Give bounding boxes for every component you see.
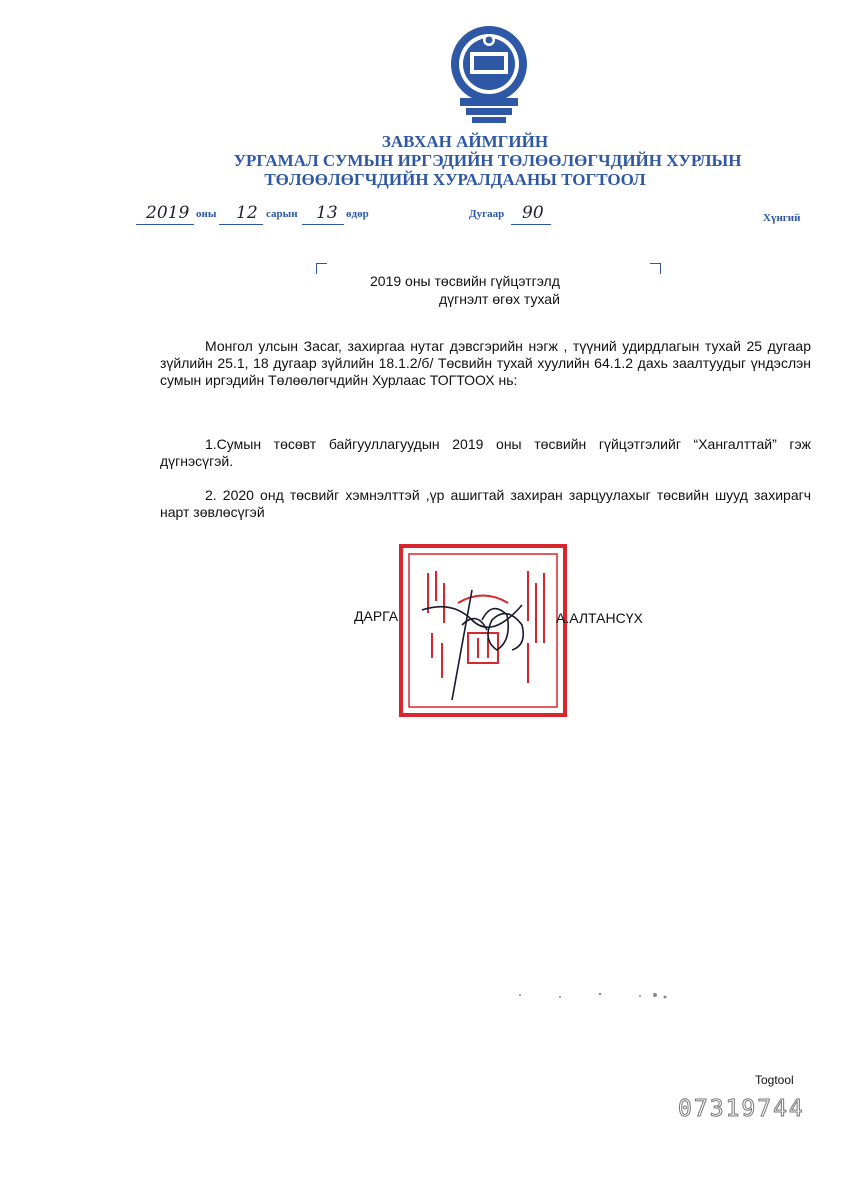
title-line-1: 2019 оны төсвийн гүйцэтгэлд [370, 273, 560, 289]
signatory-name: А.АЛТАНСҮХ [556, 610, 643, 626]
month-label: сарын [266, 208, 298, 220]
number-handwritten: 90 [522, 203, 544, 223]
handwritten-signature-icon [412, 580, 572, 700]
year-handwritten: 2019 [146, 203, 190, 223]
month-handwritten: 12 [236, 203, 258, 223]
resolution-item-1: 1.Сумын төсөвт байгууллагуудын 2019 оны төсвийн гүйцэтгэлийг “Хангалттай” гэж дүгнэсүгэй. [160, 436, 811, 469]
title-bracket-right [650, 263, 661, 274]
serial-number: 07319744 [678, 1096, 805, 1122]
day-label: өдөр [346, 208, 369, 220]
signatory-title: ДАРГА [354, 608, 399, 624]
header-council-name: УРГАМАЛ СУМЫН ИРГЭДИЙН ТӨЛӨӨЛӨГЧДИЙН ХУРЛЫН [233, 151, 742, 170]
document-reference: Togtool [755, 1073, 794, 1087]
state-emblem-icon [446, 24, 532, 128]
title-bracket-left [316, 263, 327, 274]
title-line-2: дүгнэлт өгөх тухай [439, 291, 560, 307]
year-label: оны [196, 208, 217, 220]
place-label: Хүнгий [763, 212, 801, 224]
header-document-type: ТӨЛӨӨЛӨГЧДИЙН ХУРАЛДААНЫ ТОГТООЛ [264, 170, 646, 189]
resolution-item-2: 2. 2020 онд төсвийг хэмнэлттэй ,үр ашигтай захиран зарцуулахыг төсвийн шууд захирагч нарт зөвлөсүгэй [160, 487, 811, 520]
header-region-name: ЗАВХАН АЙМГИЙН [381, 132, 549, 151]
day-handwritten: 13 [316, 203, 338, 223]
scan-specks-decoration [500, 985, 730, 1005]
number-label: Дугаар [469, 208, 505, 220]
intro-paragraph: Монгол улсын Засаг, захиргаа нутаг дэвсгэрийн нэгж , түүний удирдлагын тухай 25 дугаар зүйлийн 25.1, 18 дугаар зүйлийн 18.1.2/б/ Төсвийн тухай хуулийн 64.1.2 дахь заалтуудыг үндэслэн сумын иргэдийн Төлөөлөгчдийн Хурлаас ТОГТООХ нь: [160, 338, 811, 388]
